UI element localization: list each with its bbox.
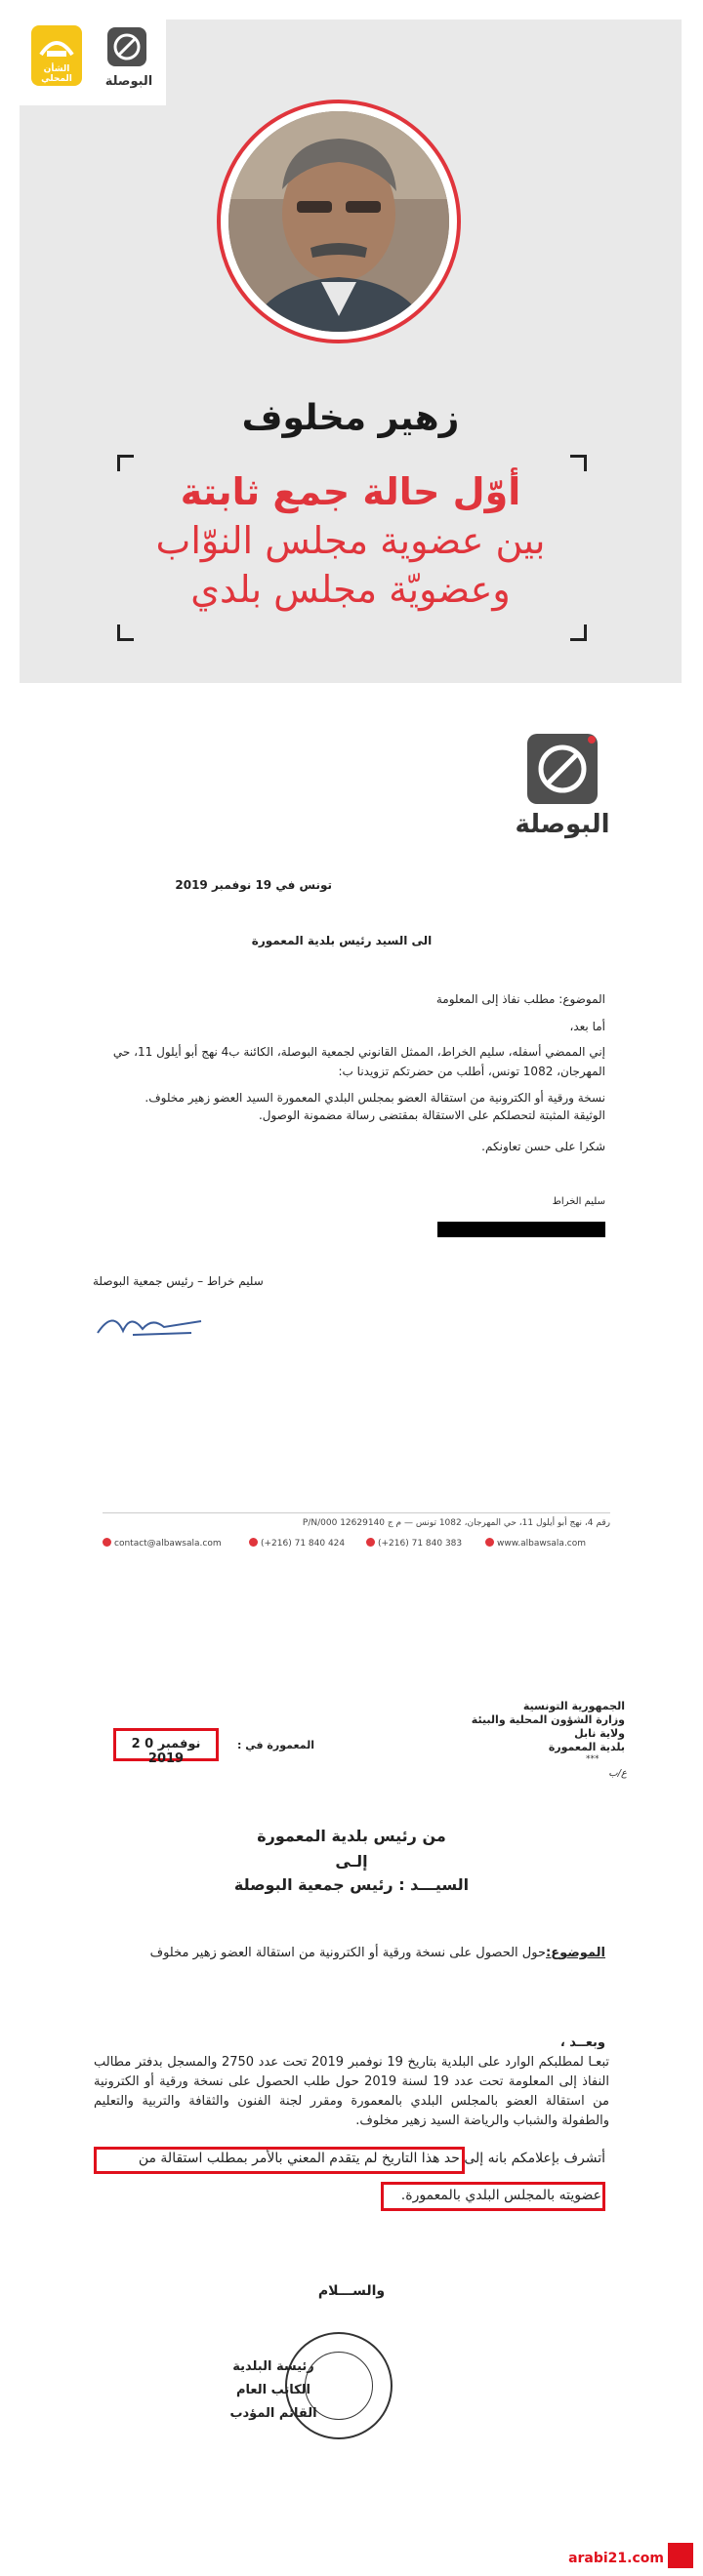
letter2-subject — [98, 1946, 605, 1960]
letter2-greeting: وبعــد ، — [559, 2035, 605, 2050]
subject-text: حول الحصول على نسخة ورقية أو الكترونية من استقالة العضو زهير مخلوف — [149, 1946, 546, 1960]
watermark-text: arabi21.com — [568, 2551, 664, 2566]
person-name: زهير مخلوف — [241, 398, 460, 438]
footer-phone-2-text: (+216) 71 840 383 — [378, 1539, 463, 1549]
letter2-to-name: السيـــد : رئيس جمعية البوصلة — [233, 1875, 470, 1894]
letter2-closing: والســـلام — [317, 2283, 386, 2299]
subject-label: الموضوع: — [546, 1946, 605, 1960]
cover-card — [20, 20, 682, 683]
footer-phone-2 — [366, 1538, 462, 1549]
org-line: وزارة الشؤون المحلية والبيئة — [471, 1713, 625, 1726]
signer-role: الكاتب العام — [235, 2383, 311, 2397]
corner-bracket — [570, 455, 587, 471]
corner-bracket — [570, 624, 587, 641]
albawsala-logo-icon — [107, 27, 146, 66]
letter2-body: تبعـا لمطلبكم الوارد على البلدية بتاريخ 19 نوفمبر 2019 تحت عدد 2750 والمسجل بدفتر مطالب النفاذ إلى المعلومة تحت عدد 19 لسنة 2019 حول طلب الحصول على نسخة ورقية أو الكترونية من استقالة العضو بالمجلس البلدي بالمعمورة ومقرر لجنة الفنون والثقافة والتربية والتعليم والطفولة والشباب والرياضة السيد زهير مخلوف. — [94, 2055, 609, 2128]
letter1-brand: البوصلة — [515, 810, 610, 839]
headline-line-3: وعضويّة مجلس بلدي — [190, 568, 511, 611]
letter1-thanks: شكرا على حسن تعاونكم. — [481, 1140, 605, 1153]
footer-divider — [103, 1512, 610, 1513]
org-stars: *** — [586, 1754, 600, 1764]
org-line: بلدية المعمورة — [548, 1741, 625, 1753]
badge-left-text: الشأن المحلي — [41, 64, 72, 84]
letter1-body: إني الممضي أسفله، سليم الخراط، الممثل القانوني لجمعية البوصلة، الكائنة ب4 نهج أبو أيلول 11، حي المهرجان، 1082 تونس، أطلب من حضرتكم تزويدنا ب: — [112, 1045, 605, 1078]
handwritten-signature — [94, 1304, 211, 1347]
albawsala-logo-icon — [527, 734, 598, 804]
signer-title: رئيسة البلدية — [232, 2359, 314, 2374]
headline-line-2: بين عضوية مجلس النوّاب — [155, 519, 546, 562]
letter2-to: إلـى — [335, 1852, 368, 1871]
city-date-label: المعمورة في : — [237, 1739, 314, 1751]
footer-phone-1 — [249, 1538, 345, 1549]
email-icon — [103, 1538, 111, 1547]
org-line: الجمهورية التونسية — [522, 1700, 625, 1712]
letter2-org-header — [459, 1700, 625, 1754]
signer-name: القائم المؤدب — [229, 2406, 317, 2421]
reference-number: ع/ب — [608, 1768, 627, 1779]
letter1-date: تونس في 19 نوفمبر 2019 — [175, 878, 332, 892]
letter2-key-line-1: أتشرف بإعلامكم بانه إلى حد هذا التاريخ لم يتقدم المعني بالأمر بمطلب استقالة من — [138, 2151, 605, 2166]
phone-icon — [249, 1538, 258, 1547]
letter1-subject: الموضوع: مطلب نفاذ إلى المعلومة — [435, 992, 605, 1006]
letter2-key-line-2: عضويته بالمجلس البلدي بالمعمورة. — [400, 2188, 601, 2203]
footer-email[interactable] — [103, 1538, 222, 1549]
watermark-logo-icon — [668, 2543, 693, 2568]
footer-website-text: www.albawsala.com — [497, 1539, 587, 1549]
highlight-box — [94, 2147, 465, 2174]
badge-right-text: البوصلة — [104, 74, 153, 89]
letter1-recipient: الى السيد رئيس بلدية المعمورة — [251, 934, 433, 947]
footer-phone-1-text: (+216) 71 840 424 — [261, 1539, 346, 1549]
footer-address: رقم 4، نهج أبو أيلول 11، حي المهرجان، 1082 تونس — م ج 12629140 P/N/000 — [302, 1518, 610, 1528]
fax-icon — [366, 1538, 375, 1547]
letter1-bullet-1: نسخة ورقية أو الكترونية من استقالة العضو بمجلس البلدي المعمورة السيد العضو زهير مخلوف. — [145, 1091, 605, 1105]
corner-bracket — [117, 455, 134, 471]
footer-website[interactable] — [485, 1538, 586, 1549]
letter1-signer-name: سليم الخراط — [552, 1196, 605, 1207]
footer-email-text: contact@albawsala.com — [114, 1539, 222, 1549]
letter1-signer-title: سليم خراط – رئيس جمعية البوصلة — [93, 1274, 264, 1288]
date-stamp: 2 0 نوفمبر 2019 — [131, 1737, 201, 1766]
letter1-salutation: أما بعد، — [569, 1020, 605, 1033]
globe-icon — [485, 1538, 494, 1547]
logo-badge — [20, 20, 166, 105]
corner-bracket — [117, 624, 134, 641]
headline-line-1: أوّل حالة جمع ثابتة — [180, 470, 521, 513]
org-line: ولاية نابل — [574, 1727, 625, 1740]
portrait-photo — [228, 111, 449, 332]
redaction-bar — [437, 1222, 605, 1237]
letter2-from: من رئيس بلدية المعمورة — [257, 1827, 446, 1845]
footer-contacts — [103, 1538, 610, 1553]
letter1-bullet-2: الوثيقة المثبتة لتحصلكم على الاستقالة بمقتضى رسالة مضمونة الوصول. — [258, 1108, 605, 1122]
